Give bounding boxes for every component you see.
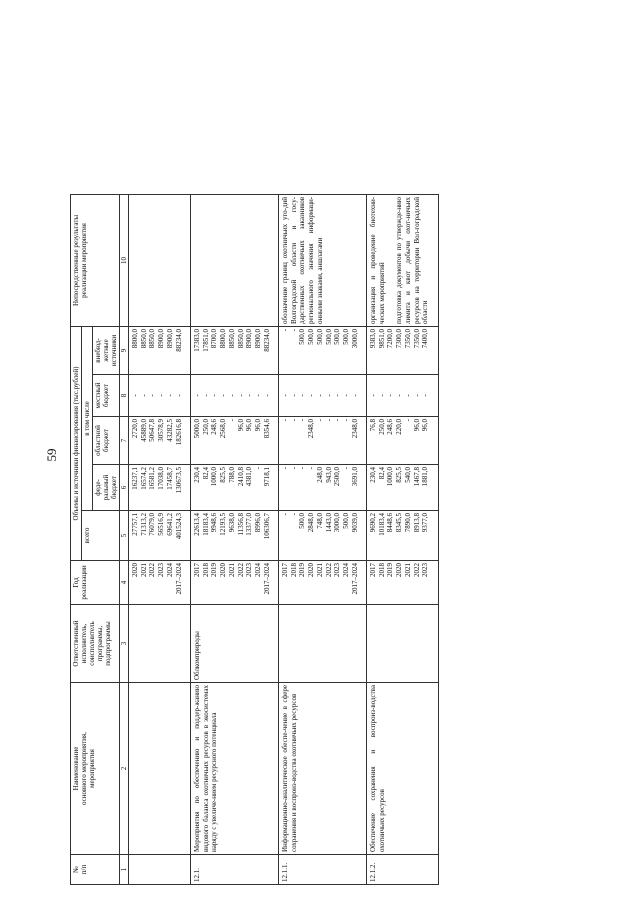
table-row <box>279 0 367 885</box>
header-regional: областной бюджет <box>93 417 120 465</box>
row-extra: 9383,0 9851,0 7200,0 7300,0 7350,0 7350,0 7400,0 <box>367 326 439 374</box>
header-including: в том числе <box>82 326 93 510</box>
row-local: - - - - - - <box>129 375 191 417</box>
row-extra: - - 500,0 500,0 500,0 500,0 500,0 500,0 3000,0 <box>279 326 367 374</box>
col-number-7: 7 <box>120 417 129 465</box>
row-local: - - - - - - - <box>367 375 439 417</box>
row-result: организация и проведение биотехни-ческих мероприятий подготовка документов по утвержде-нию лимита и квот добычи охот-ничьих ресурсов на территории Вол-гоградской области <box>367 194 439 326</box>
row-result <box>129 194 191 326</box>
col-number-4: 4 <box>120 561 129 605</box>
row-local: - - - - - - - - - <box>191 375 279 417</box>
header-extra: внебюд- жетные источники <box>93 326 120 374</box>
row-regional: 5000,0 250,0 248,6 2568,0 - 96,0 96,0 96,0 8354,6 <box>191 417 279 465</box>
row-name: Информационно-аналитическое обеспе-чение в сфере сохранения и воспроиз-водства охотничьих ресурсов <box>279 683 367 855</box>
row-total: - - 500,0 2848,0 748,0 1443,0 3000,0 500,0 9039,0 <box>279 511 367 561</box>
header-result: Непосредственные результаты реализации мероприятия <box>71 194 120 326</box>
col-number-5: 5 <box>120 511 129 561</box>
row-regional: - - - 2348,0 - - - - 2348,0 <box>279 417 367 465</box>
col-number-6: 6 <box>120 465 129 511</box>
row-result <box>191 194 279 326</box>
row-name <box>129 683 191 855</box>
col-number-8: 8 <box>120 375 129 417</box>
header-local: местный бюджет <box>93 375 120 417</box>
col-number-2: 2 <box>120 683 129 855</box>
header-number: № п/п <box>71 855 120 885</box>
row-total: 27757,1 71313,2 76079,0 56516,9 69641,2 401524,3 <box>129 511 191 561</box>
row-responsible <box>367 605 439 683</box>
row-federal: 230,4 82,4 1000,0 825,5 788,0 2410,8 4381,0 - 9718,1 <box>191 465 279 511</box>
row-total: 22613,4 18183,4 9948,6 12193,5 9638,0 11356,8 13377,0 8996,0 106306,7 <box>191 511 279 561</box>
row-number: 12.1. <box>191 855 279 885</box>
row-number: 12.1.2. <box>367 855 439 885</box>
row-number: 12.1.1. <box>279 855 367 885</box>
row-responsible <box>129 605 191 683</box>
row-extra: 17383,0 17851,0 8700,0 8800,0 8850,0 8850,0 8900,0 8900,0 88234,0 <box>191 326 279 374</box>
row-responsible <box>279 605 367 683</box>
row-regional: 76,8 250,0 248,6 220,0 - 96,0 96,0 <box>367 417 439 465</box>
table-row <box>191 0 279 885</box>
col-number-3: 3 <box>120 605 129 683</box>
row-result: обозначение границ охотничьих уго-дий Волгоградской области и госу-дарственных охотничьих заказников регионального значения информаци-онными знаками, аншлагами <box>279 194 367 326</box>
col-number-1: 1 <box>120 855 129 885</box>
row-regional: 2720,0 45889,0 50647,8 30578,9 43282,5 182616,8 <box>129 417 191 465</box>
header-total: всего <box>82 511 120 561</box>
header-volumes: Объемы и источники финансирования (тыс.рублей) <box>71 326 82 560</box>
col-number-9: 9 <box>120 326 129 374</box>
row-local: - - - - - - - - - <box>279 375 367 417</box>
header-federal: феде- ральный бюджет <box>93 465 120 511</box>
row-number <box>129 855 191 885</box>
row-years: 2017 2018 2019 2020 2021 2022 2023 2024 2017–2024 <box>191 561 279 605</box>
header-responsible: Ответственный исполнитель, соисполнитель программы, подпрограммы <box>71 605 120 683</box>
row-federal: 230,4 82,4 1000,0 825,5 540,0 1467,8 1881,0 <box>367 465 439 511</box>
row-name: Мероприятия по обеспечению и поддер-жанию видового баланса охотничьих ресурсов в экосистемах наряду с увеличе-нием ресурсного потенциала <box>191 683 279 855</box>
page-number: 59 <box>44 448 59 462</box>
col-number-10: 10 <box>120 194 129 326</box>
header-name: Наименование основного мероприятия, мероприятия <box>71 683 120 855</box>
activities-table <box>70 0 439 885</box>
rotated-page <box>70 45 630 885</box>
row-total: 9690,2 10183,4 8448,6 8345,5 7890,0 8913,8 9377,0 <box>367 511 439 561</box>
row-extra: 8800,0 8850,0 8850,0 8900,0 8900,0 88234,0 <box>129 326 191 374</box>
header-year: Год реализации <box>71 561 120 605</box>
table-row <box>367 0 439 885</box>
row-years: 2017 2018 2019 2020 2021 2022 2023 <box>367 561 439 605</box>
row-years: 2020 2021 2022 2023 2024 2017–2024 <box>129 561 191 605</box>
row-name: Обеспечение сохранения и воспроиз-водства охотничьих ресурсов <box>367 683 439 855</box>
row-years: 2017 2018 2019 2020 2021 2022 2023 2024 2017–2024 <box>279 561 367 605</box>
row-federal: 16237,1 16574,2 16581,2 17038,0 17458,7 130673,5 <box>129 465 191 511</box>
table-row <box>129 0 191 885</box>
row-federal: - - - - 248,0 943,0 2500,0 - 3691,0 <box>279 465 367 511</box>
row-responsible: Облкомприроды <box>191 605 279 683</box>
